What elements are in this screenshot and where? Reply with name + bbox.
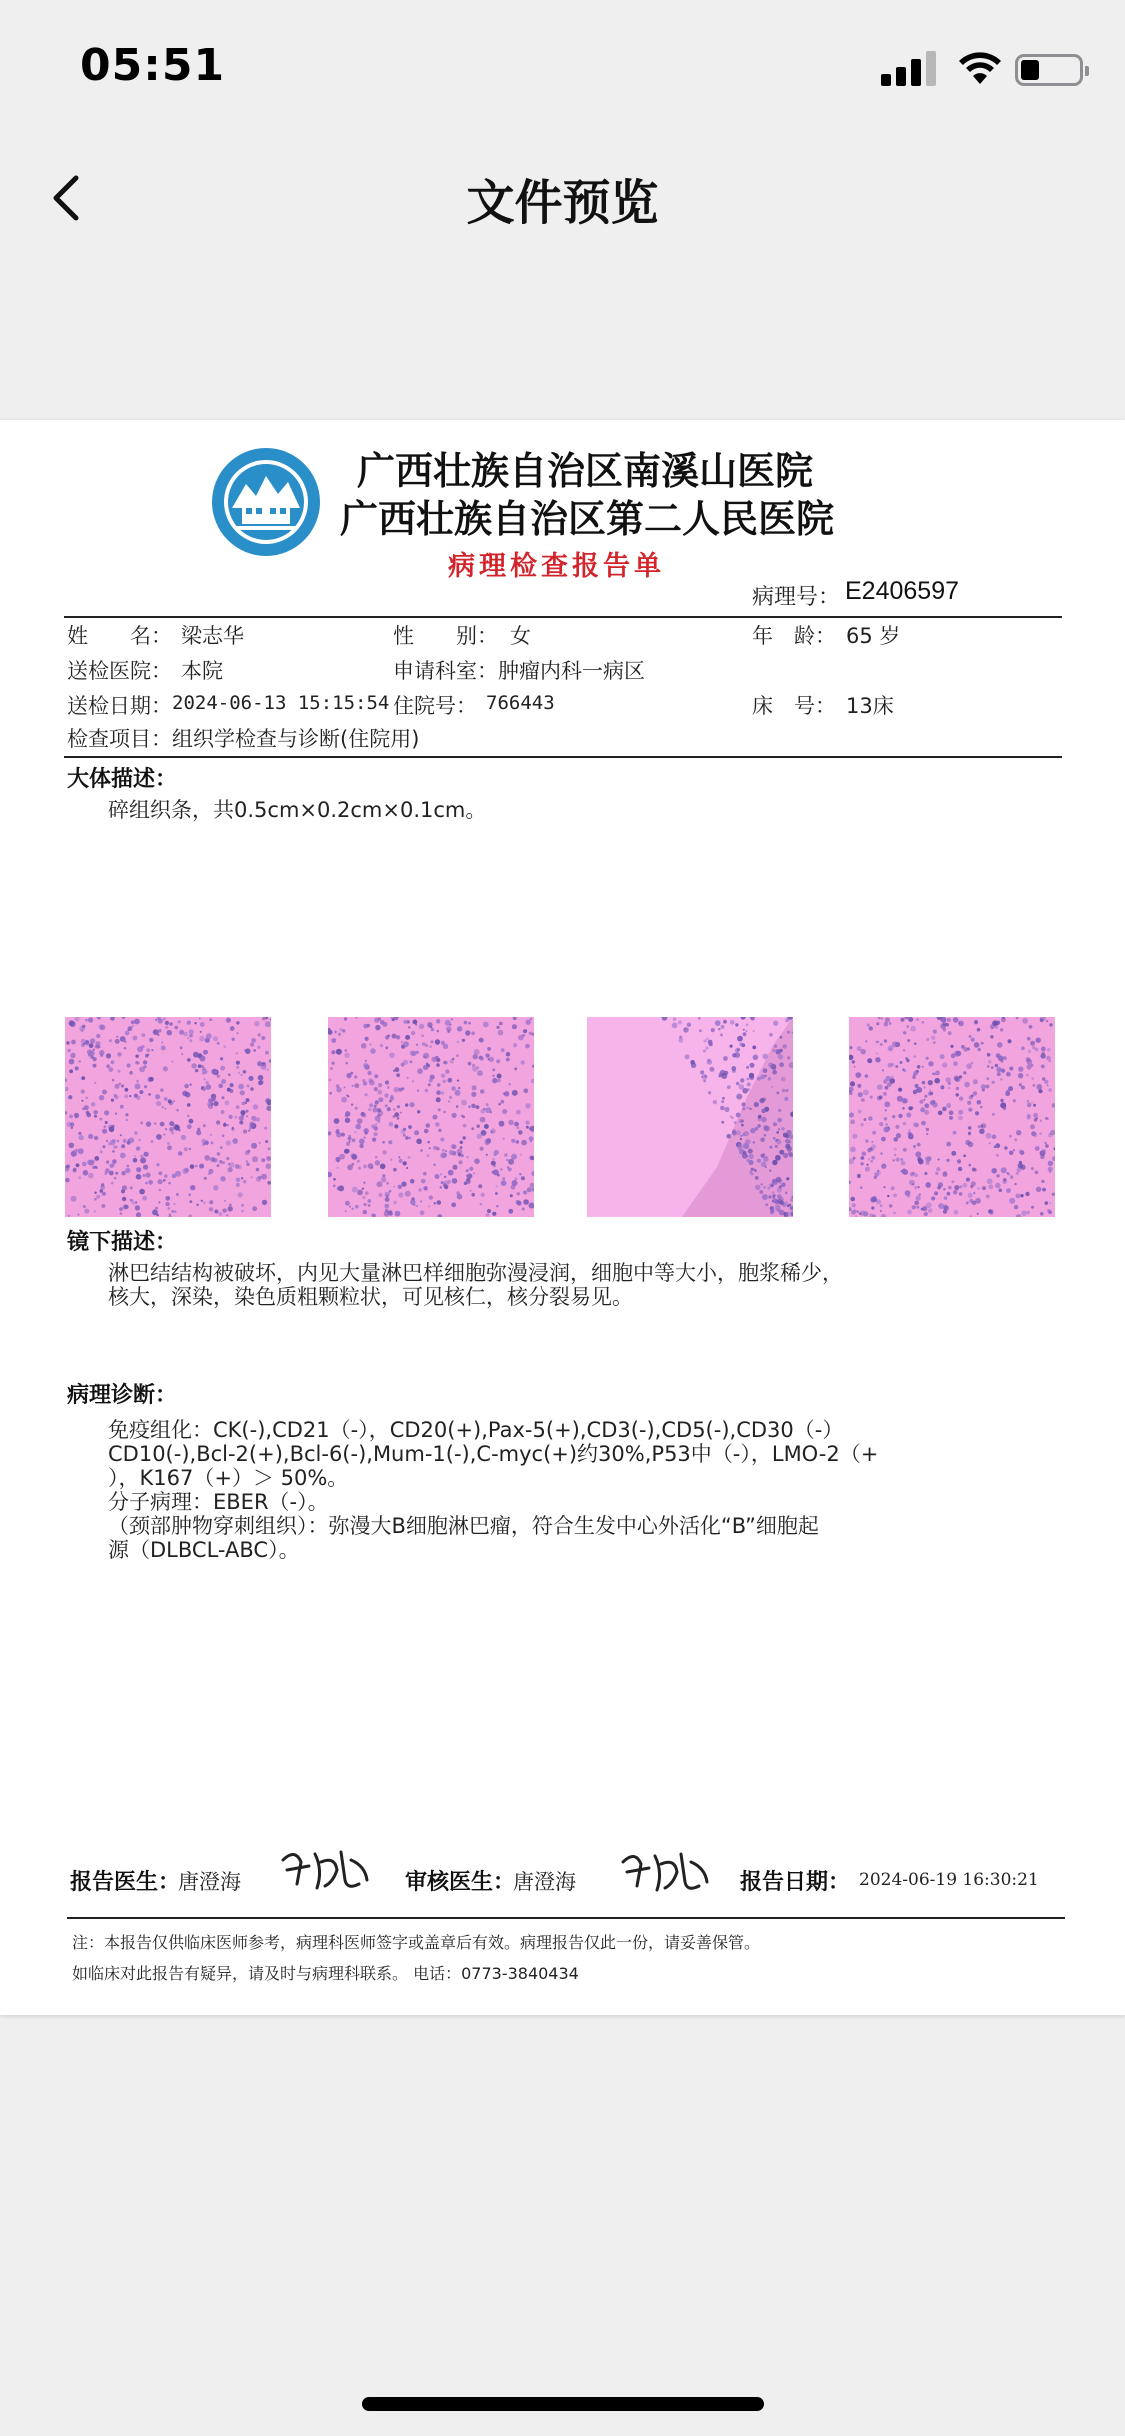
status-time: 05:51 <box>80 40 226 91</box>
age-label: 年 龄： <box>752 624 836 648</box>
document-preview[interactable] <box>0 420 1125 2015</box>
bed-label: 床 号： <box>752 694 836 718</box>
hospital-logo-icon <box>210 446 322 558</box>
divider <box>67 1917 1065 1919</box>
divider <box>64 616 1062 618</box>
patient-age: 65 岁 <box>846 624 901 648</box>
date-label: 送检日期： <box>67 694 172 718</box>
inpatient-label: 住院号： <box>393 694 477 718</box>
pathology-number-label: 病理号： <box>752 585 841 610</box>
diagnosis-line: 免疫组化：CK(-),CD21（-），CD20(+),Pax-5(+),CD3(-),CD5(-),CD30（-） <box>108 1418 844 1442</box>
status-bar <box>0 0 1125 132</box>
submission-date: 2024-06-13 15:15:54 <box>172 692 390 714</box>
diagnosis-line: （颈部肿物穿刺组织）：弥漫大B细胞淋巴瘤，符合生发中心外活化“B”细胞起 <box>108 1514 819 1538</box>
home-indicator[interactable] <box>362 2397 764 2411</box>
gender-label: 性 别： <box>393 624 498 648</box>
exam-label: 检查项目： <box>67 727 172 751</box>
hospital-name-secondary: 广西壮族自治区第二人民医院 <box>340 496 835 541</box>
diagnosis-line: 分子病理：EBER（-）。 <box>108 1490 329 1514</box>
reviewer-label: 审核医生： <box>405 1870 516 1895</box>
name-label: 姓 名： <box>67 624 172 648</box>
microscopic-description-title: 镜下描述： <box>67 1230 178 1255</box>
reviewer-signature-icon <box>615 1840 715 1900</box>
patient-gender: 女 <box>510 624 531 648</box>
hospital-label: 送检医院： <box>67 659 172 683</box>
disclaimer-note: 注：本报告仅供临床医师参考，病理科医师签字或盖章后有效。病理报告仅此一份，请妥善保管。 <box>72 1933 761 1952</box>
reporter-label: 报告医生： <box>70 1870 181 1895</box>
dept-label: 申请科室： <box>393 659 498 683</box>
submitting-hospital: 本院 <box>181 659 223 683</box>
gross-description-text: 碎组织条，共0.5cm×0.2cm×0.1cm。 <box>108 798 487 822</box>
diagnosis-line: CD10(-),Bcl-2(+),Bcl-6(-),Mum-1(-),C-myc(+)约30%,P53中（-），LMO-2（+ <box>108 1442 879 1466</box>
contact-note: 如临床对此报告有疑异，请及时与病理科联系。 电话：0773-3840434 <box>72 1964 579 1983</box>
divider <box>64 756 1062 758</box>
patient-name: 梁志华 <box>181 624 244 648</box>
pathology-number: E2406597 <box>845 577 960 605</box>
microscopy-image <box>849 1017 1055 1217</box>
diagnosis-title: 病理诊断： <box>67 1383 178 1408</box>
hospital-name-primary: 广西壮族自治区南溪山医院 <box>357 448 814 493</box>
microscopy-image <box>587 1017 793 1217</box>
exam-item: 组织学检查与诊断(住院用) <box>172 727 420 751</box>
microscopic-description-line: 核大，深染，染色质粗颗粒状，可见核仁，核分裂易见。 <box>108 1285 633 1309</box>
diagnosis-line: 源（DLBCL-ABC）。 <box>108 1538 300 1562</box>
battery-icon <box>1015 54 1083 86</box>
report-date-label: 报告日期： <box>740 1870 851 1895</box>
nav-bar <box>0 132 1125 264</box>
requesting-dept: 肿瘤内科一病区 <box>498 659 645 683</box>
diagnosis-line: ），K167（+）＞ 50%。 <box>108 1466 349 1490</box>
bed-number: 13床 <box>846 694 894 718</box>
reporter-name: 唐澄海 <box>178 1870 241 1894</box>
microscopy-image <box>328 1017 534 1217</box>
reporter-signature-icon <box>275 1840 375 1900</box>
microscopic-description-line: 淋巴结结构被破坏，内见大量淋巴样细胞弥漫浸润，细胞中等大小，胞浆稀少， <box>108 1261 843 1285</box>
cellular-signal-icon <box>881 50 937 86</box>
inpatient-number: 766443 <box>486 692 555 714</box>
reviewer-name: 唐澄海 <box>513 1870 576 1894</box>
page-title: 文件预览 <box>466 175 659 231</box>
report-date: 2024-06-19 16:30:21 <box>859 1870 1039 1890</box>
gross-description-title: 大体描述： <box>67 767 178 792</box>
report-type-title: 病理检查报告单 <box>448 551 665 582</box>
microscopy-image <box>65 1017 271 1217</box>
wifi-icon <box>956 50 1004 86</box>
